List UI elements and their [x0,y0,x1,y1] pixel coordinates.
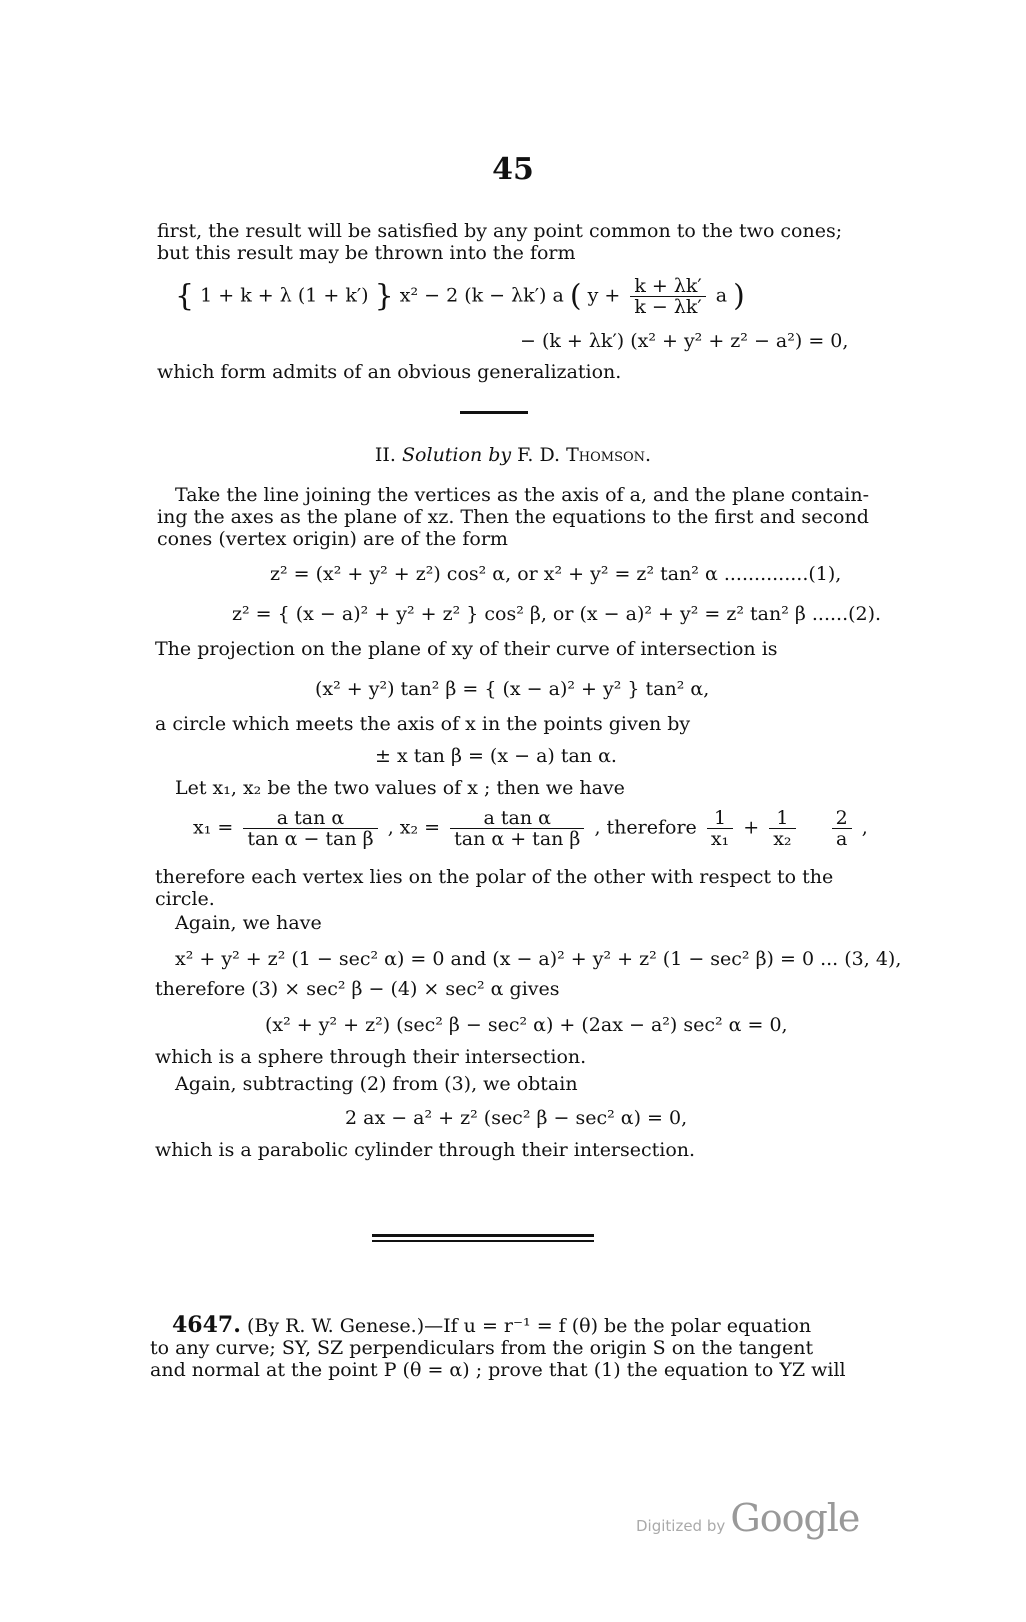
fraction [769,808,795,849]
solution-heading [0,444,1026,466]
eq-term: , therefore [594,816,697,839]
equation-3: (x² + y²) tan² β = { (x − a)² + y² } tan² α, [315,678,710,700]
eq-term: 1 + k + λ (1 + k′) [200,284,369,307]
fraction [630,276,705,317]
question-number: 4647. [172,1312,241,1338]
paragraph-generalization: which form admits of an obvious generalization. [157,361,622,383]
paragraph-setup [157,484,870,550]
question-text: (By R. W. Genese.)—If u = r⁻¹ = f (θ) be the polar equation [246,1315,812,1337]
equation-top-line1 [175,276,745,317]
question-block [150,1312,846,1381]
double-separator-rule [372,1234,594,1242]
text-line: circle. [155,888,215,910]
equation-6: x² + y² + z² (1 − sec² α) = 0 and (x − a)² + y² + z² (1 − sec² β) = 0 ... (3, 4), [175,948,902,970]
fraction [450,808,584,849]
paragraph-therefore: therefore (3) × sec² β − (4) × sec² α gives [155,978,560,1000]
eq-term: x² − 2 (k − λk′) a [399,284,564,307]
paragraph-subtract: Again, subtracting (2) from (3), we obtain [175,1073,578,1095]
fraction [243,808,377,849]
eq-term: , x₂ = [387,816,441,839]
equation-8: 2 ax − a² + z² (sec² β − sec² α) = 0, [345,1107,688,1129]
fraction-denominator: k − λk′ [634,296,702,318]
fraction-denominator: a [835,828,848,850]
eq-term: x₁ = [193,816,234,839]
google-logo: Google [730,1496,860,1540]
fraction-denominator: x₂ [773,828,792,850]
paragraph-let: Let x₁, x₂ be the two values of x ; then we have [175,777,625,799]
fraction-numerator: 1 [707,808,733,829]
text-line: therefore each vertex lies on the polar of the other with respect to the [155,866,834,888]
text-line: and normal at the point P (θ = α) ; prove that (1) the equation to YZ will [150,1359,846,1381]
fraction-denominator: tan α + tan β [454,828,581,850]
fraction [707,808,733,849]
watermark [636,1496,859,1540]
text-line: Take the line joining the vertices as the axis of a, and the plane contain- [175,484,870,506]
fraction-numerator: a tan α [243,808,377,829]
equation-top-line2: − (k + λk′) (x² + y² + z² − a²) = 0, [520,330,849,352]
fraction-denominator: x₁ [710,828,730,850]
brace-close: } [374,278,394,314]
equation-4: ± x tan β = (x − a) tan α. [375,745,617,767]
brace-open: { [175,278,195,314]
fraction-numerator: 1 [769,808,795,829]
paragraph-projection: The projection on the plane of xy of their curve of intersection is [155,638,778,660]
paragraph-cylinder: which is a parabolic cylinder through their intersection. [155,1139,696,1161]
equation-5 [193,808,868,849]
text-line: ing the axes as the plane of xz. Then the equations to the first and second [157,506,869,528]
fraction-numerator: 2 [832,808,852,829]
eq-term: y + [587,284,621,307]
fraction-denominator: tan α − tan β [247,828,374,850]
paragraph-again: Again, we have [175,912,322,934]
paren-close: ) [733,278,745,314]
separator-rule [460,411,528,414]
paragraph-circle: a circle which meets the axis of x in the points given by [155,713,691,735]
equation-2: z² = { (x − a)² + y² + z² } cos² β, or (x − a)² + y² = z² tan² β ......(2). [232,603,882,625]
text-line: first, the result will be satisfied by any point common to the two cones; [157,220,843,242]
paragraph-polar [155,866,834,910]
fraction [832,808,852,849]
eq-term: , [861,816,868,839]
paragraph-intro [157,220,843,264]
heading-author: F. D. Thomson. [517,444,652,466]
paragraph-sphere: which is a sphere through their intersection. [155,1046,587,1068]
eq-term: a [715,284,728,307]
equation-7: (x² + y² + z²) (sec² β − sec² α) + (2ax − a²) sec² α = 0, [265,1014,788,1036]
page-number: 45 [492,152,534,187]
heading-roman: II. [374,444,396,466]
text-line: to any curve; SY, SZ perpendiculars from the origin S on the tangent [150,1337,814,1359]
equation-1: z² = (x² + y² + z²) cos² α, or x² + y² = z² tan² α ..............(1), [270,563,842,585]
paren-open: ( [569,278,582,314]
fraction-numerator: a tan α [450,808,584,829]
eq-term: + [743,816,760,839]
heading-label: Solution by [402,444,512,466]
text-line: but this result may be thrown into the form [157,242,576,264]
fraction-numerator: k + λk′ [630,276,705,297]
text-line: cones (vertex origin) are of the form [157,528,508,550]
text-line [150,1314,822,1337]
watermark-digitized: Digitized by [636,1517,726,1535]
